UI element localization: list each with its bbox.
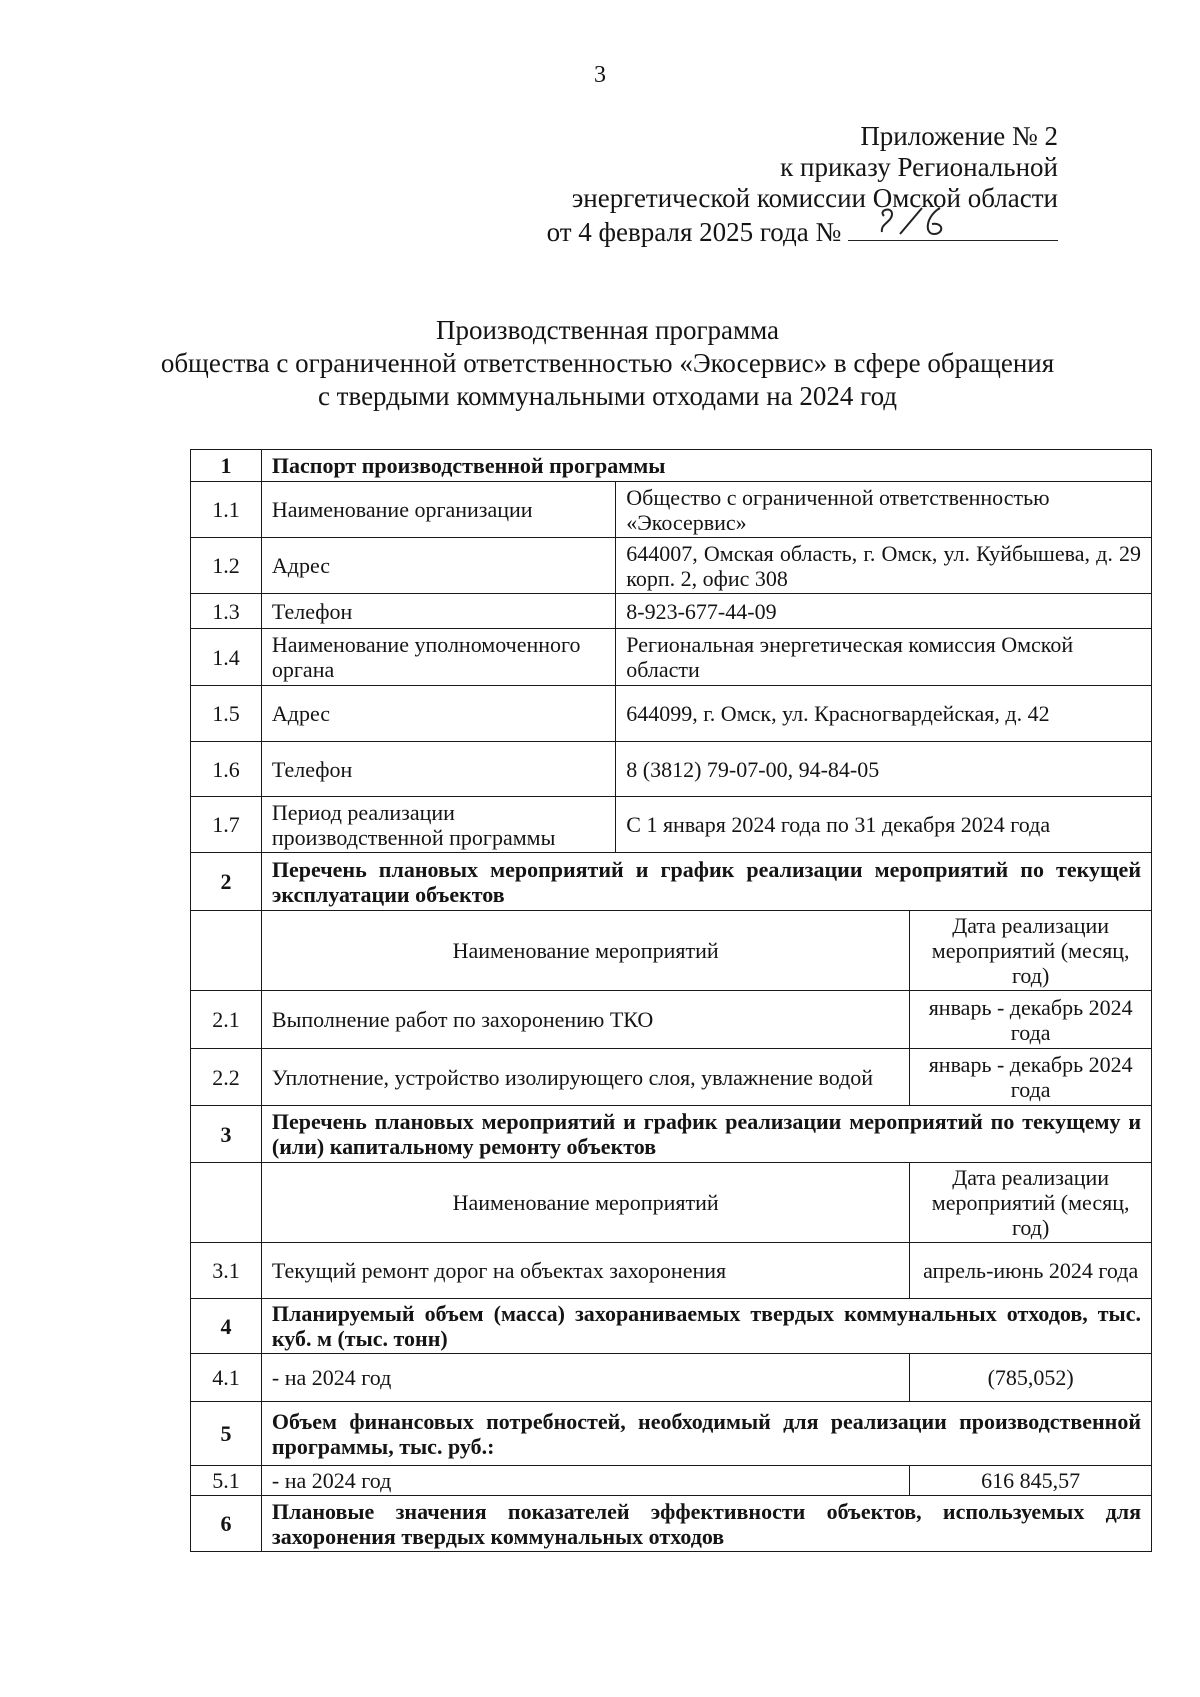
row-label: Уплотнение, устройство изолирующего слоя, увлажнение водой [261,1049,909,1106]
section-number: 5 [191,1402,262,1466]
section-heading: Плановые значения показателей эффективности объектов, используемых для захоронения твердых коммунальных отходов [261,1496,1151,1552]
appendix-order-ref: к приказу Региональной [780,152,1058,182]
row-number: 5.1 [191,1466,262,1496]
row-value: 8 (3812) 79-07-00, 94-84-05 [616,742,1152,797]
column-header-row [191,911,1152,991]
appendix-date-line [438,214,1058,248]
row-number: 4.1 [191,1354,262,1402]
section-number: 6 [191,1496,262,1552]
section-number: 1 [191,450,262,482]
table-row [191,742,1152,797]
row-label: Наименование уполномоченного органа [261,629,615,686]
row-number: 1.7 [191,797,262,853]
section-5-header [191,1402,1152,1466]
row-value: 616 845,57 [910,1466,1152,1496]
row-label: - на 2024 год [261,1354,909,1402]
row-number: 1.5 [191,686,262,742]
section-number: 3 [191,1106,262,1163]
title-line-3: с твердыми коммунальными отходами на 2024 год [317,381,898,411]
row-value: 644007, Омская область, г. Омск, ул. Куйбышева, д. 29 корп. 2, офис 308 [616,538,1152,594]
column-header-date: Дата реализации мероприятий (месяц, год) [910,911,1152,991]
section-6-header [191,1496,1152,1552]
table-row [191,797,1152,853]
row-value: 644099, г. Омск, ул. Красногвардейская, д. 42 [616,686,1152,742]
column-header-date: Дата реализации мероприятий (месяц, год) [910,1163,1152,1243]
empty-cell [191,1163,262,1243]
row-number: 2.1 [191,991,262,1049]
row-number: 2.2 [191,1049,262,1106]
section-heading: Перечень плановых мероприятий и график реализации мероприятий по текущей эксплуатации объектов [261,853,1151,911]
row-date: апрель-июнь 2024 года [910,1243,1152,1299]
table-row [191,1466,1152,1496]
appendix-issuer: энергетической комиссии Омской области [571,183,1058,213]
row-value: С 1 января 2024 года по 31 декабря 2024 года [616,797,1152,853]
row-label: Период реализации производственной программы [261,797,615,853]
column-header-name: Наименование мероприятий [261,911,909,991]
table-row [191,1243,1152,1299]
section-number: 2 [191,853,262,911]
section-3-header [191,1106,1152,1163]
column-header-name: Наименование мероприятий [261,1163,909,1243]
production-program-table [190,449,1152,1552]
row-date: январь - декабрь 2024 года [910,991,1152,1049]
row-value: Общество с ограниченной ответственностью «Экосервис» [616,482,1152,538]
title-line-1: Производственная программа [435,315,780,345]
row-number: 1.6 [191,742,262,797]
table-row [191,1354,1152,1402]
row-number: 1.2 [191,538,262,594]
appendix-header [438,121,1058,248]
row-value: 8-923-677-44-09 [616,594,1152,629]
section-4-header [191,1299,1152,1354]
section-2-header [191,853,1152,911]
table-row [191,1049,1152,1106]
document-title [150,314,1065,413]
row-value: Региональная энергетическая комиссия Омской области [616,629,1152,686]
row-number: 1.4 [191,629,262,686]
section-heading: Объем финансовых потребностей, необходимый для реализации производственной программы, тыс. руб.: [261,1402,1151,1466]
page-number: 3 [594,62,606,88]
table-row [191,686,1152,742]
row-label: Телефон [261,742,615,797]
row-label: - на 2024 год [261,1466,909,1496]
row-label: Телефон [261,594,615,629]
column-header-row [191,1163,1152,1243]
table-row [191,629,1152,686]
section-heading: Перечень плановых мероприятий и график реализации мероприятий по текущему и (или) капитальному ремонту объектов [261,1106,1151,1163]
title-line-2: общества с ограниченной ответственностью «Экосервис» в сфере обращения [160,348,1055,378]
section-1-header [191,450,1152,482]
row-number: 3.1 [191,1243,262,1299]
row-label: Выполнение работ по захоронению ТКО [261,991,909,1049]
row-label: Текущий ремонт дорог на объектах захоронения [261,1243,909,1299]
row-number: 1.3 [191,594,262,629]
handwritten-order-number [870,202,960,242]
empty-cell [191,911,262,991]
section-heading: Планируемый объем (масса) захораниваемых твердых коммунальных отходов, тыс. куб. м (тыс. тонн) [261,1299,1151,1354]
table-row [191,991,1152,1049]
section-number: 4 [191,1299,262,1354]
table-row [191,538,1152,594]
appendix-date: от 4 февраля 2025 года № [546,217,842,247]
row-label: Наименование организации [261,482,615,538]
row-number: 1.1 [191,482,262,538]
table-row [191,482,1152,538]
row-value: (785,052) [910,1354,1152,1402]
section-heading: Паспорт производственной программы [261,450,1151,482]
table-row [191,594,1152,629]
order-number-field [848,214,1058,241]
row-label: Адрес [261,686,615,742]
row-label: Адрес [261,538,615,594]
appendix-title: Приложение № 2 [860,121,1058,151]
row-date: январь - декабрь 2024 года [910,1049,1152,1106]
